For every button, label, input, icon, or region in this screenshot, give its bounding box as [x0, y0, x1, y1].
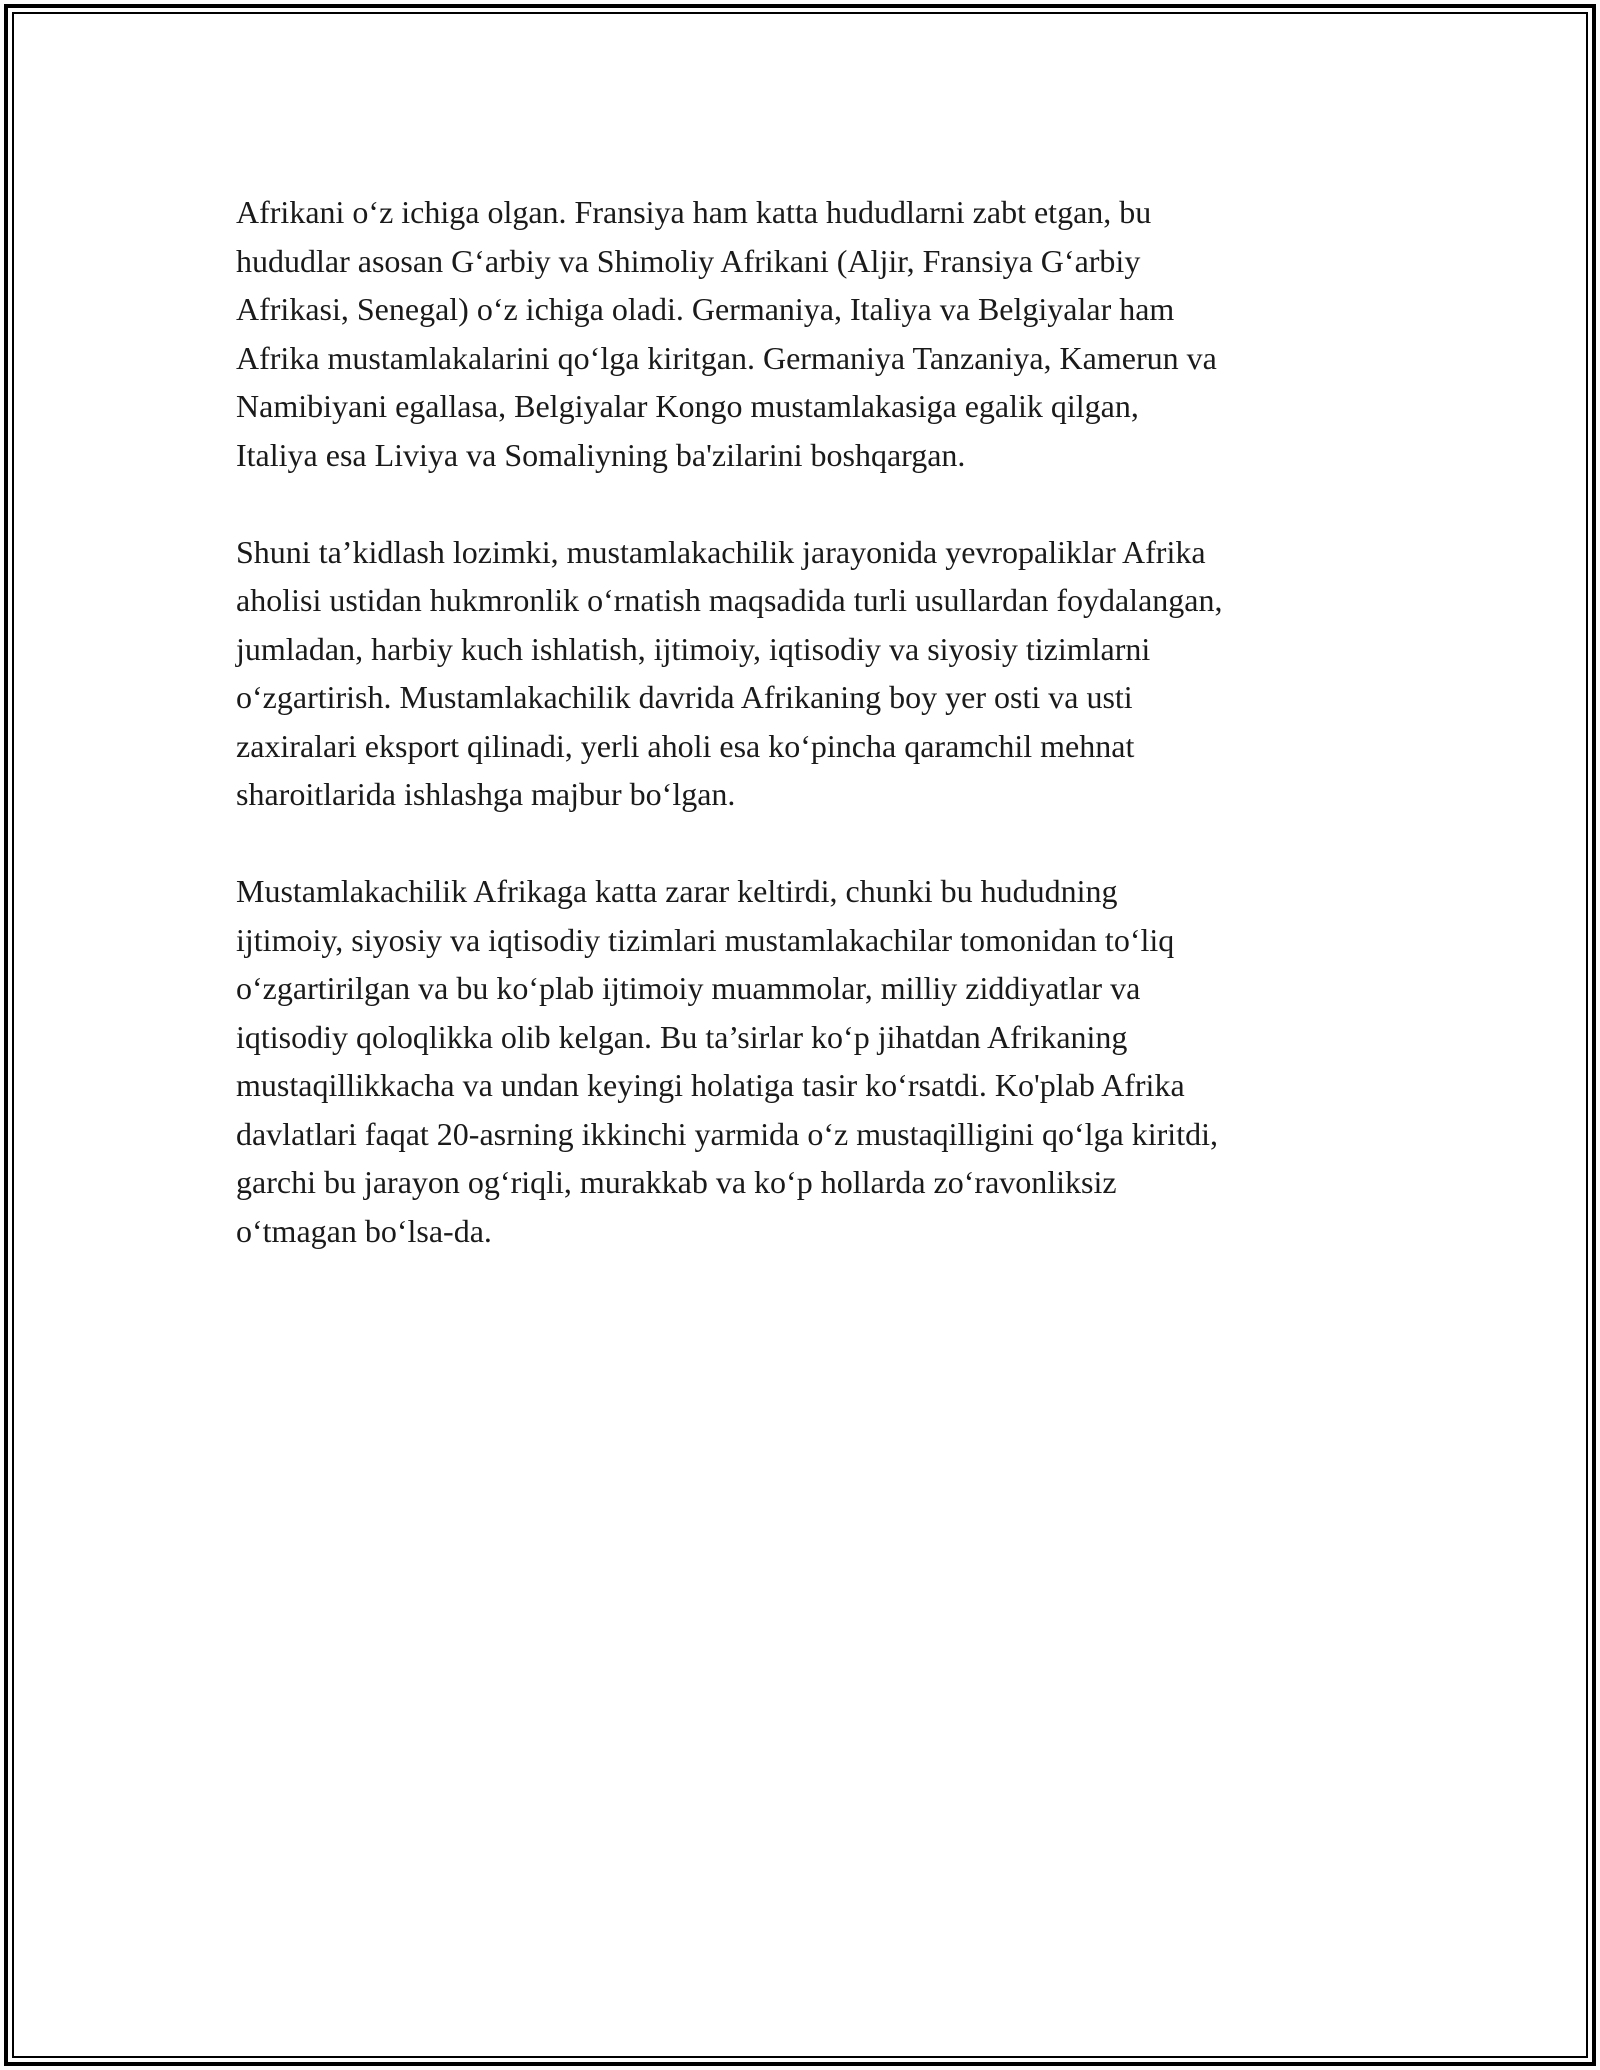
text-line: aholisi ustidan hukmronlik o‘rnatish maqsadida turli usullardan foydalangan,	[236, 582, 1223, 618]
text-line: davlatlari faqat 20-asrning ikkinchi yarmida o‘z mustaqilligini qo‘lga kiritdi,	[236, 1115, 1218, 1152]
text-line: o‘zgartirilgan va bu ko‘plab ijtimoiy muammolar, milliy ziddiyatlar va	[236, 970, 1141, 1006]
text-line: iqtisodiy qoloqlikka olib kelgan. Bu ta’sirlar ko‘p jihatdan Afrikaning	[236, 1018, 1128, 1055]
text-line: Italiya esa Liviya va Somaliyning ba'zilarini boshqargan.	[236, 436, 966, 473]
text-line: Afrika mustamlakalarini qo‘lga kiritgan. Germaniya Tanzaniya, Kamerun va	[236, 339, 1217, 376]
text-line: Afrikani o‘z ichiga olgan. Fransiya ham katta hududlarni zabt etgan, bu	[236, 194, 1152, 230]
text-line: hududlar asosan G‘arbiy va Shimoliy Afrikani (Aljir, Fransiya G‘arbiy	[236, 242, 1141, 279]
text-line: o‘tmagan bo‘lsa-da.	[236, 1212, 492, 1249]
text-line: zaxiralari eksport qilinadi, yerli aholi esa ko‘pincha qaramchil mehnat	[236, 727, 1135, 764]
text-line: Afrikasi, Senegal) o‘z ichiga oladi. Germaniya, Italiya va Belgiyalar ham	[236, 291, 1175, 327]
text-line: ijtimoiy, siyosiy va iqtisodiy tizimlari mustamlakachilar tomonidan to‘liq	[236, 921, 1175, 958]
text-line: Namibiyani egallasa, Belgiyalar Kongo mustamlakasiga egalik qilgan,	[236, 388, 1139, 424]
text-line: sharoitlarida ishlashga majbur bo‘lgan.	[236, 776, 736, 812]
document-body	[236, 188, 1386, 1304]
text-line: mustaqillikkacha va undan keyingi holatiga tasir ko‘rsatdi. Ko'plab Afrika	[236, 1067, 1185, 1103]
text-line: Mustamlakachilik Afrikaga katta zarar keltirdi, chunki bu hududning	[236, 873, 1118, 909]
text-line: jumladan, harbiy kuch ishlatish, ijtimoiy, iqtisodiy va siyosiy tizimlarni	[236, 630, 1151, 667]
paragraph	[236, 867, 1386, 1255]
paragraph	[236, 188, 1386, 479]
text-line: garchi bu jarayon og‘riqli, murakkab va ko‘p hollarda zo‘ravonliksiz	[236, 1164, 1117, 1200]
text-line: o‘zgartirish. Mustamlakachilik davrida Afrikaning boy yer osti va usti	[236, 679, 1133, 715]
paragraph	[236, 528, 1386, 819]
text-line: Shuni ta’kidlash lozimki, mustamlakachilik jarayonida yevropaliklar Afrika	[236, 533, 1206, 570]
